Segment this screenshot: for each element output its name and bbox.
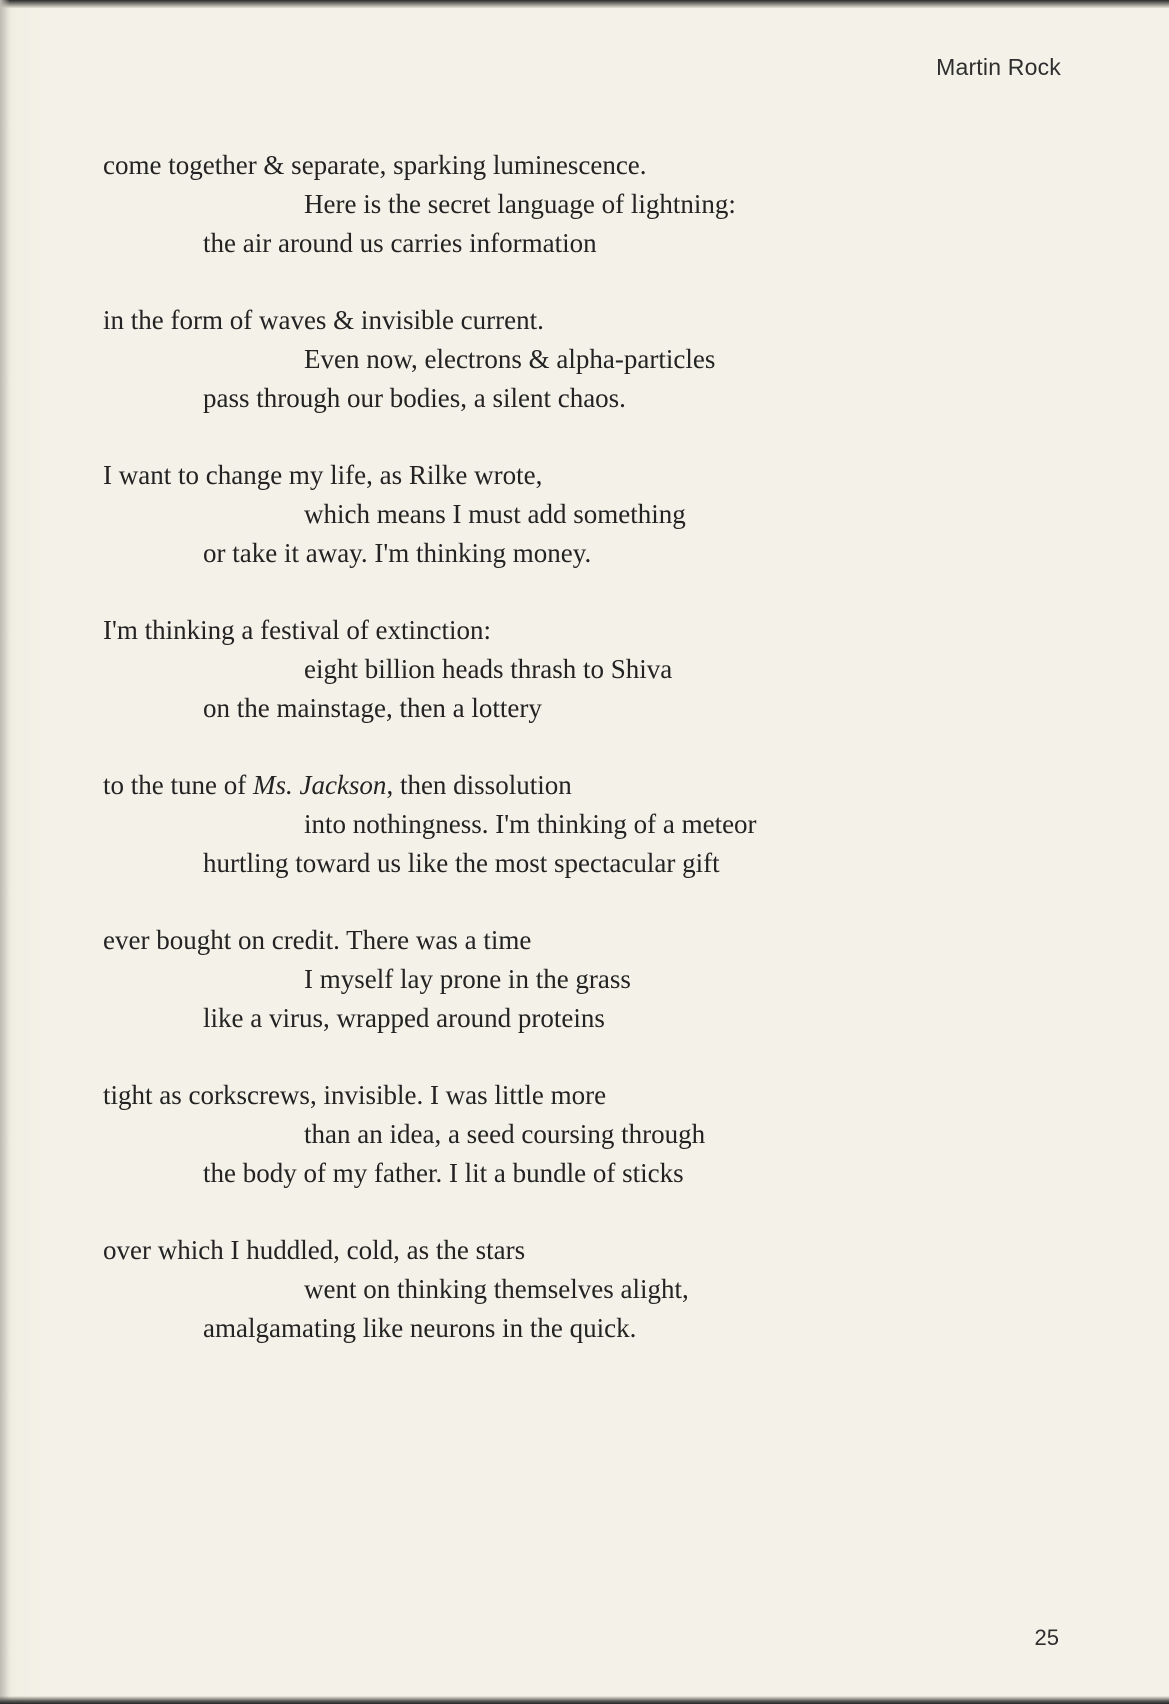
poem-line: over which I huddled, cold, as the stars [103,1235,526,1265]
stanza-5 [103,766,1083,883]
poem-line-segment: to the tune of [103,770,253,800]
poem-line: I myself lay prone in the grass [304,964,631,994]
poem-line: Here is the secret language of lightning: [304,189,736,219]
poem-line: like a virus, wrapped around proteins [203,1003,605,1033]
poem-line: tight as corkscrews, invisible. I was little more [103,1080,607,1110]
page-top-edge [0,0,1169,8]
poem-line: pass through our bodies, a silent chaos. [203,383,626,413]
poem-line: Even now, electrons & alpha-particles [304,344,716,374]
page-gutter-shadow [0,0,10,1704]
poem-line: amalgamating like neurons in the quick. [203,1313,637,1343]
poem-body [103,146,1083,1386]
poem-line: in the form of waves & invisible current. [103,305,544,335]
stanza-6 [103,921,1083,1038]
running-head-author: Martin Rock [936,54,1061,80]
stanza-4 [103,611,1083,728]
poem-line: the body of my father. I lit a bundle of sticks [203,1158,684,1188]
poem-line: come together & separate, sparking luminescence. [103,150,647,180]
stanza-3 [103,456,1083,573]
stanza-1 [103,146,1083,263]
poem-line [103,766,1083,805]
poem-line: ever bought on credit. There was a time [103,925,532,955]
stanza-7 [103,1076,1083,1193]
poem-line: I'm thinking a festival of extinction: [103,615,492,645]
page-number: 25 [1034,1625,1059,1650]
poem-line: into nothingness. I'm thinking of a meteor [304,809,757,839]
poem-line: I want to change my life, as Rilke wrote, [103,460,543,490]
poem-line: the air around us carries information [203,228,597,258]
stanza-2 [103,301,1083,418]
stanza-8 [103,1231,1083,1348]
poem-line: than an idea, a seed coursing through [304,1119,706,1149]
poem-line: eight billion heads thrash to Shiva [304,654,673,684]
poem-line: went on thinking themselves alight, [304,1274,689,1304]
poem-line-segment: , then dissolution [386,770,572,800]
poem-line: hurtling toward us like the most spectacular gift [203,848,720,878]
poem-line: which means I must add something [304,499,686,529]
page-bottom-edge [0,1696,1169,1704]
poem-line: on the mainstage, then a lottery [203,693,542,723]
poem-line: or take it away. I'm thinking money. [203,538,592,568]
poem-line-italic-title: Ms. Jackson [252,770,387,800]
